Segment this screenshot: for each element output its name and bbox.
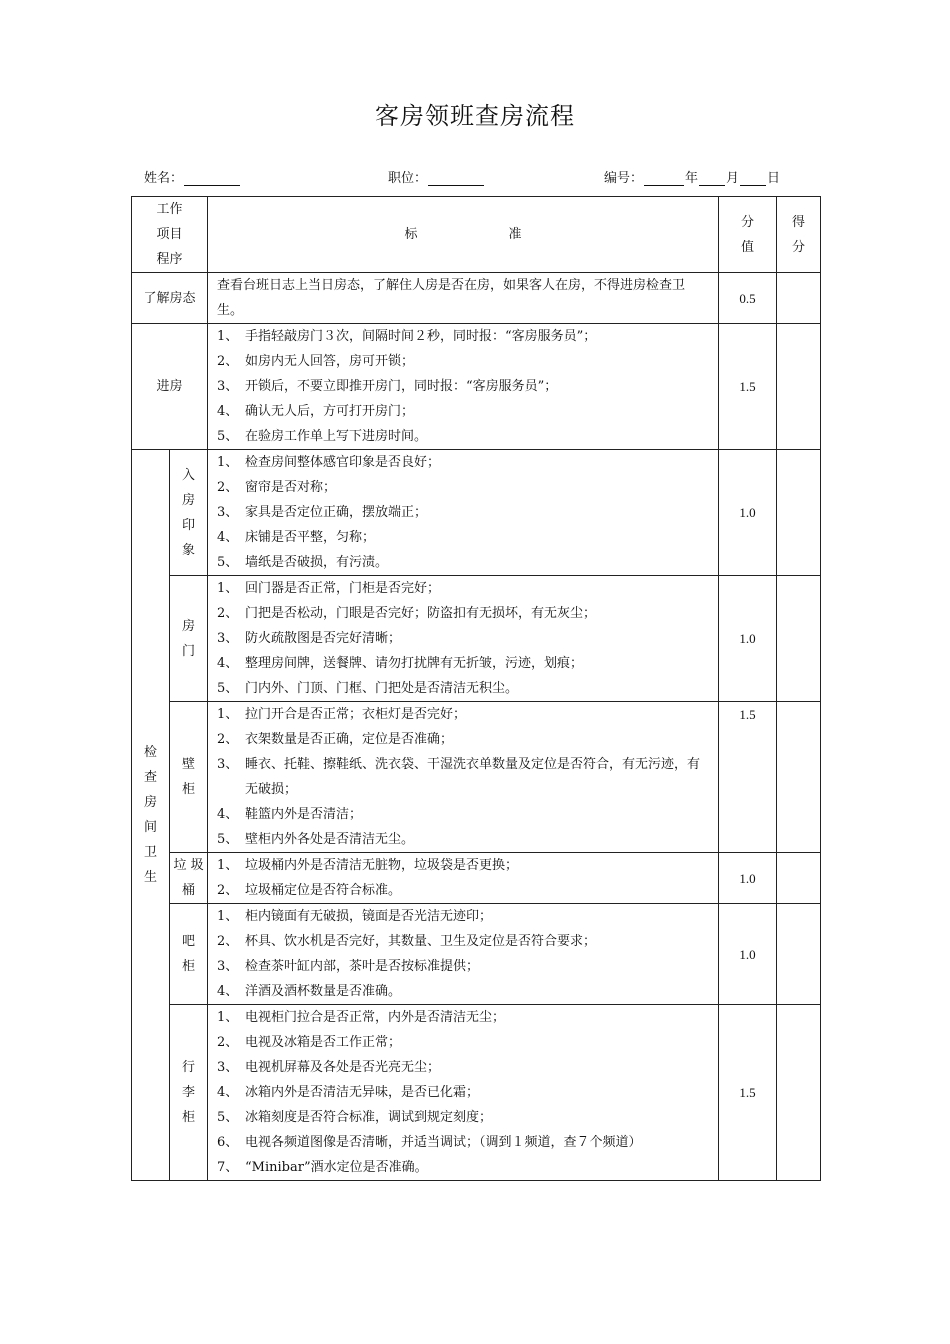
month-label: 月 bbox=[726, 171, 740, 186]
standard-cell: 查看台班日志上当日房态，了解住人房是否在房，如果客人在房，不得进房检查卫生。 bbox=[208, 273, 719, 324]
score-cell: 1.0 bbox=[719, 576, 777, 702]
score-cell: 1.5 bbox=[719, 702, 777, 853]
score-cell: 1.0 bbox=[719, 904, 777, 1005]
get-score-cell[interactable] bbox=[777, 576, 821, 702]
table-row bbox=[132, 1005, 821, 1181]
item-cell: 垃 圾 桶 bbox=[170, 853, 208, 904]
item-cell: 吧 柜 bbox=[170, 904, 208, 1005]
score-cell: 0.5 bbox=[719, 273, 777, 324]
get-score-cell[interactable] bbox=[777, 853, 821, 904]
table-row bbox=[132, 576, 821, 702]
get-score-cell[interactable] bbox=[777, 702, 821, 853]
standard-cell: 1、 电视柜门拉合是否正常，内外是否清洁无尘； 2、 电视及冰箱是否工作正常； 3、 电视机屏幕及各处是否光亮无尘； 4、 冰箱内外是否清洁无异味，是否已化霜； 5、 冰箱刻度是否符合标准，调试到规定刻度； 6、 电视各频道图像是否清晰，并适当调试；（调到１频道，查７个频道） 7、 “Minibar”酒水定位是否准确。 bbox=[208, 1005, 719, 1181]
number-label: 编号： bbox=[604, 171, 644, 186]
position-field bbox=[388, 167, 485, 186]
get-score-cell[interactable] bbox=[777, 273, 821, 324]
name-field bbox=[144, 167, 241, 186]
score-cell: 1.0 bbox=[719, 450, 777, 576]
name-blank bbox=[184, 172, 240, 186]
standard-cell: 1、 手指轻敲房门３次，间隔时间２秒，同时报：“客房服务员”； 2、 如房内无人回答，房可开锁； 3、 开锁后，不要立即推开房门，同时报：“客房服务员”； 4、 确认无人后，方可打开房门； 5、 在验房工作单上写下进房时间。 bbox=[208, 324, 719, 450]
col-header-get: 得 分 bbox=[777, 197, 821, 273]
score-cell: 1.5 bbox=[719, 1005, 777, 1181]
position-blank bbox=[428, 172, 484, 186]
number-date-field bbox=[604, 167, 780, 186]
name-label: 姓名： bbox=[144, 171, 184, 186]
get-score-cell[interactable] bbox=[777, 904, 821, 1005]
col-header-standard: 标 准 bbox=[208, 197, 719, 273]
table-header-row bbox=[132, 197, 821, 273]
day-blank bbox=[740, 172, 766, 186]
score-cell: 1.0 bbox=[719, 853, 777, 904]
number-blank bbox=[644, 172, 684, 186]
standard-cell: 1、 回门器是否正常，门柜是否完好； 2、 门把是否松动，门眼是否完好；防盗扣有无损坏，有无灰尘； 3、 防火疏散图是否完好清晰； 4、 整理房间牌，送餐牌、请勿打扰牌有无折皱，污迹，划痕； 5、 门内外、门顶、门框、门把处是否清洁无积尘。 bbox=[208, 576, 719, 702]
table-row bbox=[132, 853, 821, 904]
score-cell: 1.5 bbox=[719, 324, 777, 450]
table-row bbox=[132, 450, 821, 576]
item-cell: 行 李 柜 bbox=[170, 1005, 208, 1181]
day-label: 日 bbox=[767, 171, 781, 186]
standard-cell: 1、 拉门开合是否正常；衣柜灯是否完好； 2、 衣架数量是否正确，定位是否准确； 3、 睡衣、托鞋、擦鞋纸、洗衣袋、干湿洗衣单数量及定位是否符合，有无污迹，有无破损； 4、 鞋篮内外是否清洁； 5、 壁柜内外各处是否清洁无尘。 bbox=[208, 702, 719, 853]
get-score-cell[interactable] bbox=[777, 324, 821, 450]
item-cell: 了解房态 bbox=[132, 273, 208, 324]
get-score-cell[interactable] bbox=[777, 450, 821, 576]
year-label: 年 bbox=[685, 171, 699, 186]
table-row bbox=[132, 324, 821, 450]
group-cell-room-hygiene: 检 查 房 间 卫 生 bbox=[132, 450, 170, 1181]
col-header-score: 分 值 bbox=[719, 197, 777, 273]
standard-cell: 1、 检查房间整体感官印象是否良好； 2、 窗帘是否对称； 3、 家具是否定位正确，摆放端正； 4、 床铺是否平整，匀称； 5、 墙纸是否破损，有污渍。 bbox=[208, 450, 719, 576]
month-blank bbox=[699, 172, 725, 186]
table-row bbox=[132, 904, 821, 1005]
get-score-cell[interactable] bbox=[777, 1005, 821, 1181]
standard-cell: 1、 垃圾桶内外是否清洁无脏物，垃圾袋是否更换； 2、 垃圾桶定位是否符合标准。 bbox=[208, 853, 719, 904]
col-header-item: 工作 项目 程序 bbox=[132, 197, 208, 273]
table-row bbox=[132, 702, 821, 853]
page-title: 客房领班查房流程 bbox=[375, 102, 575, 130]
item-cell: 入 房 印 象 bbox=[170, 450, 208, 576]
item-cell: 房 门 bbox=[170, 576, 208, 702]
inspection-table bbox=[131, 196, 821, 1181]
standard-cell: 1、 柜内镜面有无破损，镜面是否光洁无迹印； 2、 杯具、饮水机是否完好，其数量、卫生及定位是否符合要求； 3、 检查茶叶缸内部，茶叶是否按标准提供； 4、 洋酒及酒杯数量是否准确。 bbox=[208, 904, 719, 1005]
table-row bbox=[132, 273, 821, 324]
item-cell: 进房 bbox=[132, 324, 208, 450]
position-label: 职位： bbox=[388, 171, 428, 186]
item-cell: 壁 柜 bbox=[170, 702, 208, 853]
